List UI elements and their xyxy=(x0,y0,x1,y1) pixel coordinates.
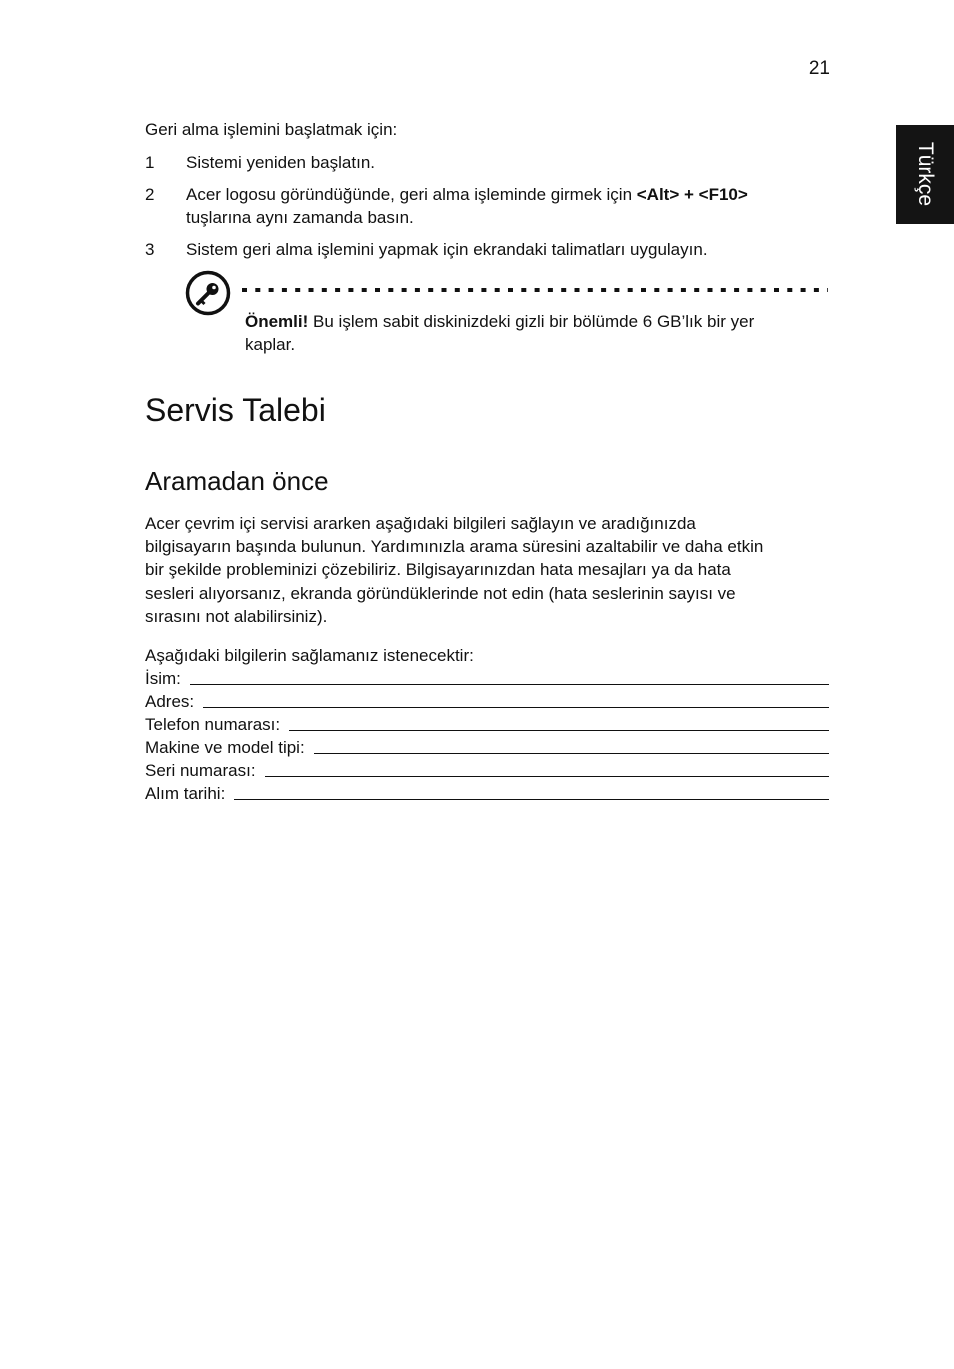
step-text: Sistem geri alma işlemini yapmak için ekrandaki talimatları uygulayın. xyxy=(186,240,708,259)
subsection-title: Aramadan önce xyxy=(145,466,329,496)
step-text: Sistemi yeniden başlatın. xyxy=(186,153,375,172)
intro-text: Geri alma işlemini başlatmak için: xyxy=(145,120,398,139)
info-paragraph xyxy=(145,512,835,628)
step-text-part: tuşlarına aynı zamanda basın. xyxy=(186,208,414,227)
note-line-1: Bu işlem sabit diskinizdeki gizli bir bölümde 6 GB’lık bir yer xyxy=(308,312,755,331)
step-number: 3 xyxy=(145,240,155,259)
page-number: 21 xyxy=(808,58,830,79)
name-field-line xyxy=(190,684,829,685)
section-title: Servis Talebi xyxy=(145,392,326,428)
note-text xyxy=(245,310,754,356)
field-label: Telefon numarası: xyxy=(145,715,281,734)
field-label: Alım tarihi: xyxy=(145,784,226,803)
form-row-phone xyxy=(145,713,829,736)
form-row-purchase-date xyxy=(145,782,829,805)
serial-field-line xyxy=(265,776,829,777)
note-line-2: kaplar. xyxy=(245,335,296,354)
form-row-name xyxy=(145,667,829,690)
paragraph-line: sesleri alıyorsanız, ekranda göründüklerinde not edin (hata seslerinin sayısı ve xyxy=(145,583,736,603)
paragraph-line: sırasını not alabilirsiniz). xyxy=(145,606,328,626)
field-label: Seri numarası: xyxy=(145,761,256,780)
language-tab-label: Türkçe xyxy=(914,141,937,207)
language-tab xyxy=(896,125,954,224)
note-label: Önemli! xyxy=(245,312,309,331)
note-divider xyxy=(240,287,828,293)
field-label: Adres: xyxy=(145,692,195,711)
purchase-date-field-line xyxy=(234,799,829,800)
form-row-address xyxy=(145,690,829,713)
form-intro: Aşağıdaki bilgilerin sağlamanız istenecektir: xyxy=(145,646,474,665)
step-number: 1 xyxy=(145,153,155,172)
key-icon xyxy=(185,270,231,316)
info-form xyxy=(145,644,829,805)
step-text xyxy=(186,183,748,229)
paragraph-line: bilgisayarın başında bulunun. Yardımınızla arama süresini azaltabilir ve daha etkin xyxy=(145,537,764,557)
field-label: Makine ve model tipi: xyxy=(145,738,305,757)
paragraph-line: Acer çevrim içi servisi ararken aşağıdaki bilgileri sağlayın ve aradığınızda xyxy=(145,514,696,533)
field-label: İsim: xyxy=(145,669,181,688)
phone-field-line xyxy=(289,730,829,731)
address-field-line xyxy=(203,707,829,708)
step-number: 2 xyxy=(145,185,155,204)
paragraph-line: bir şekilde probleminizi çözebiliriz. Bilgisayarınızdan hata mesajları ya da hata xyxy=(145,560,731,580)
form-row-serial xyxy=(145,759,829,782)
key-combination: <Alt> + <F10> xyxy=(636,185,748,204)
step-text-part: Acer logosu göründüğünde, geri alma işleminde girmek için xyxy=(186,185,637,204)
form-row-model xyxy=(145,736,829,759)
model-field-line xyxy=(314,753,829,754)
